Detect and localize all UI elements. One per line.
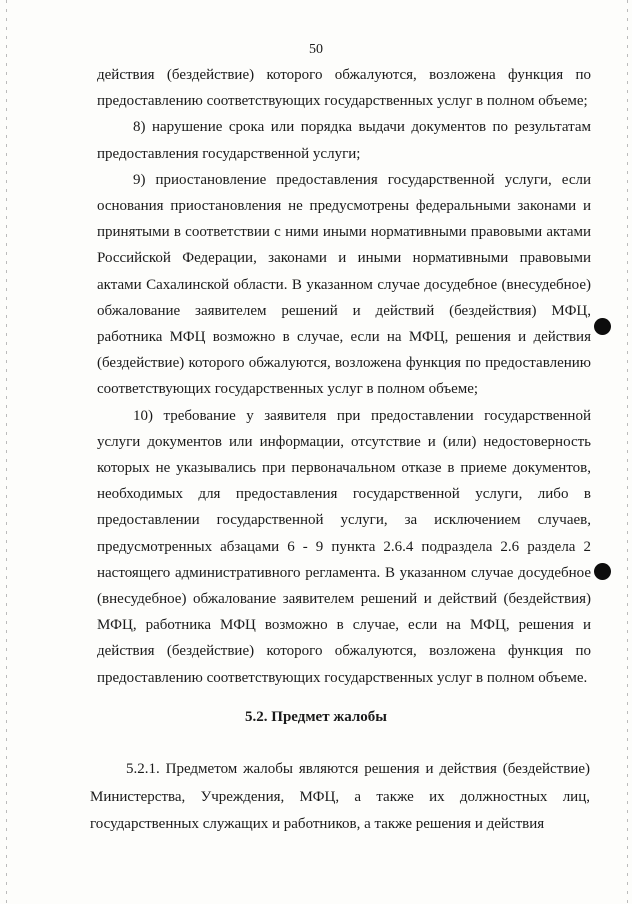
paragraph-item-9: 9) приостановление предоставления государственной услуги, если основания приостановления не предусмотрены федеральными законами и принятыми в соответствии с ними иными нормативными правовыми актами Российской Федерации, законами и иными нормативными правовыми актами Сахалинской области. В указанном случае досудебное (внесудебное) обжалование заявителем решений и действий (бездействия) МФЦ, работника МФЦ возможно в случае, если на МФЦ, решения и действия (бездействие) которого обжалуются, возложена функция по предоставлению соответствующих государственных услуг в полном объеме;	[97, 171, 591, 398]
section-body	[90, 756, 590, 839]
paragraph-5-2-1: 5.2.1. Предметом жалобы являются решения и действия (бездействие) Министерства, Учреждения, МФЦ, а также их должностных лиц, государственных служащих и работников, а также решения и действия	[90, 761, 590, 832]
paragraph-item-10: 10) требование у заявителя при предоставлении государственной услуги документов или информации, отсутствие и (или) недостоверность которых не указывались при первоначальном отказе в приеме документов, необходимых для предоставления государственной услуги, либо в предоставлении государственной услуги, за исключением случаев, предусмотренных абзацами 6 - 9 пункта 2.6.4 подраздела 2.6 раздела 2 настоящего административного регламента. В указанном случае досудебное (внесудебное) обжалование заявителем решений и действий (бездействия) МФЦ, работника МФЦ возможно в случае, если на МФЦ, решения и действия (бездействие) которого обжалуются, возложена функция по предоставлению соответствующих государственных услуг в полном объеме.	[97, 407, 591, 686]
section-heading: 5.2. Предмет жалобы	[245, 709, 387, 725]
paragraph-continuation: действия (бездействие) которого обжалуются, возложена функция по предоставлению соответствующих государственных услуг в полном объеме;	[97, 67, 591, 110]
scan-edge-left	[6, 0, 7, 904]
binder-hole-mark	[594, 563, 611, 580]
page-number: 50	[309, 42, 323, 57]
scan-edge-right	[627, 0, 628, 904]
paragraph-item-8: 8) нарушение срока или порядка выдачи документов по результатам предоставления государственной услуги;	[97, 119, 591, 162]
binder-hole-mark	[594, 318, 611, 335]
body-text	[97, 62, 591, 691]
